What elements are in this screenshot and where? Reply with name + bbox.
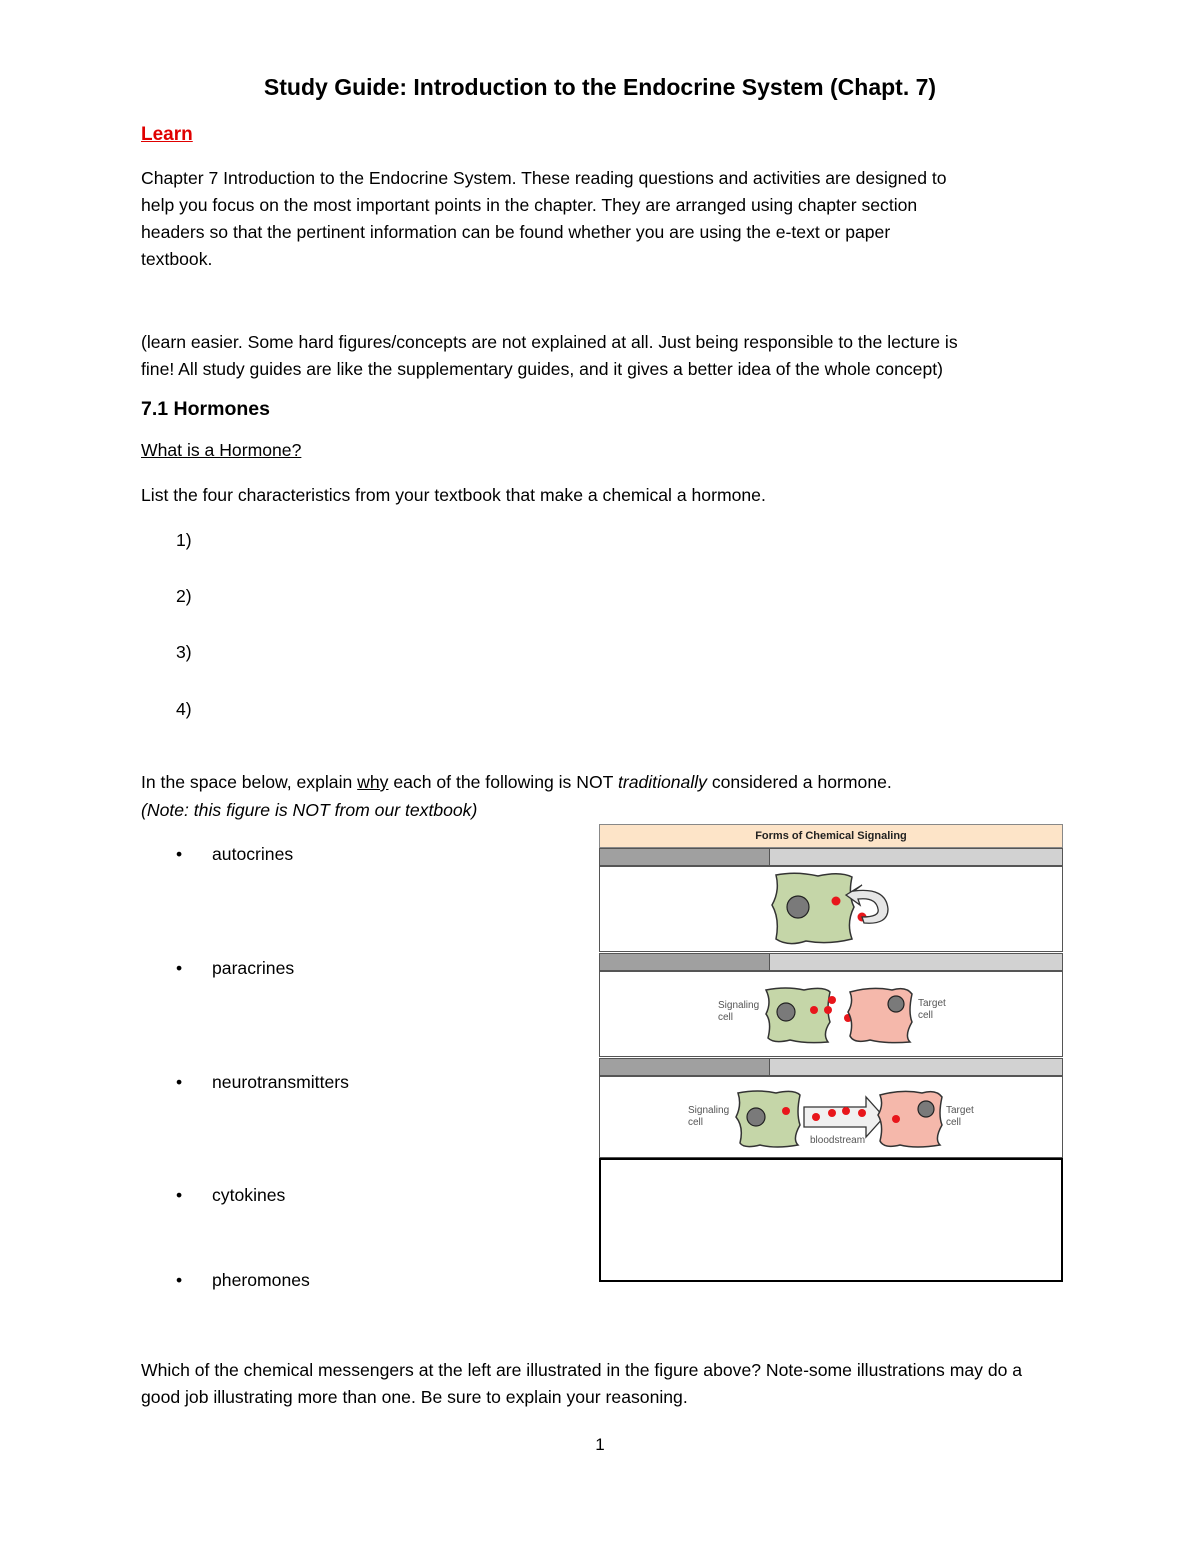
bullet-icon: • — [176, 1072, 183, 1092]
explain-traditionally: traditionally — [617, 772, 707, 792]
paracrine-illustration — [600, 972, 1062, 1056]
figure-label-band — [599, 848, 1063, 866]
question-line: Which of the chemical messengers at the left are illustrated in the figure above? Note-some illustrations may do a — [141, 1360, 1023, 1380]
note-line: fine! All study guides are like the supplementary guides, and it gives a better idea of the whole concept) — [141, 359, 943, 379]
bloodstream-label: bloodstream — [810, 1135, 866, 1146]
list-item-label: neurotransmitters — [212, 1072, 349, 1092]
list-item — [176, 844, 293, 865]
intro-paragraph — [141, 165, 1071, 273]
list-item — [176, 1270, 310, 1291]
page-title: Study Guide: Introduction to the Endocrine System (Chapt. 7) — [263, 74, 937, 100]
bullet-icon: • — [176, 1185, 183, 1205]
list-item-label: autocrines — [212, 844, 294, 864]
autocrine-illustration — [600, 867, 1062, 951]
answer-number-2: 2) — [176, 586, 192, 606]
list-item — [176, 958, 294, 979]
bullet-icon: • — [176, 844, 183, 864]
signaling-cell-label: Signaling — [718, 1000, 760, 1011]
figure-label-band — [599, 953, 1063, 971]
endocrine-illustration — [600, 1077, 1062, 1157]
note-line: (learn easier. Some hard figures/concepts are not explained at all. Just being responsible to the lecture is — [141, 332, 958, 352]
figure-title: Forms of Chemical Signaling — [599, 824, 1063, 848]
signaling-cell-label: cell — [718, 1012, 734, 1023]
figure-label-band — [599, 1058, 1063, 1076]
list-item-label: pheromones — [212, 1270, 310, 1290]
explain-why: why — [357, 772, 389, 792]
section-subheading: What is a Hormone? — [141, 440, 302, 460]
explain-text: considered a hormone. — [706, 772, 892, 792]
answer-box — [599, 1158, 1063, 1282]
autocrine-panel — [599, 866, 1063, 952]
page-number: 1 — [595, 1435, 605, 1454]
explain-prompt — [141, 772, 892, 793]
chemical-signaling-figure — [599, 824, 1063, 1282]
answer-number-3: 3) — [176, 642, 192, 662]
answer-number-4: 4) — [176, 699, 192, 719]
learn-link[interactable]: Learn — [141, 124, 193, 145]
question-paragraph — [141, 1357, 1081, 1411]
target-cell-label: cell — [946, 1117, 962, 1128]
bullet-icon: • — [176, 1270, 183, 1290]
target-cell-label: cell — [918, 1010, 934, 1021]
explain-text: In the space below, explain — [141, 772, 358, 792]
answer-number-1: 1) — [176, 530, 192, 550]
question-line: good job illustrating more than one. Be sure to explain your reasoning. — [141, 1387, 688, 1407]
signaling-cell-label: Signaling — [688, 1105, 730, 1116]
target-cell-label: Target — [918, 998, 946, 1009]
bullet-icon: • — [176, 958, 183, 978]
target-cell-label: Target — [946, 1105, 974, 1116]
intro-line: headers so that the pertinent information can be found whether you are using the e-text or paper — [141, 222, 891, 242]
figure-note: (Note: this figure is NOT from our textbook) — [141, 800, 478, 820]
list-item — [176, 1072, 349, 1093]
signaling-cell-label: cell — [688, 1117, 704, 1128]
intro-line: textbook. — [141, 249, 213, 269]
characteristics-prompt: List the four characteristics from your textbook that make a chemical a hormone. — [141, 485, 766, 505]
list-item-label: paracrines — [212, 958, 295, 978]
section-heading: 7.1 Hormones — [141, 398, 270, 420]
explain-text: each of the following is NOT — [388, 772, 618, 792]
endocrine-panel — [599, 1076, 1063, 1158]
intro-line: Chapter 7 Introduction to the Endocrine System. These reading questions and activities are designed to — [141, 168, 947, 188]
list-item-label: cytokines — [212, 1185, 286, 1205]
paracrine-panel — [599, 971, 1063, 1057]
list-item — [176, 1185, 285, 1206]
note-paragraph — [141, 329, 1071, 383]
intro-line: help you focus on the most important points in the chapter. They are arranged using chapter section — [141, 195, 918, 215]
